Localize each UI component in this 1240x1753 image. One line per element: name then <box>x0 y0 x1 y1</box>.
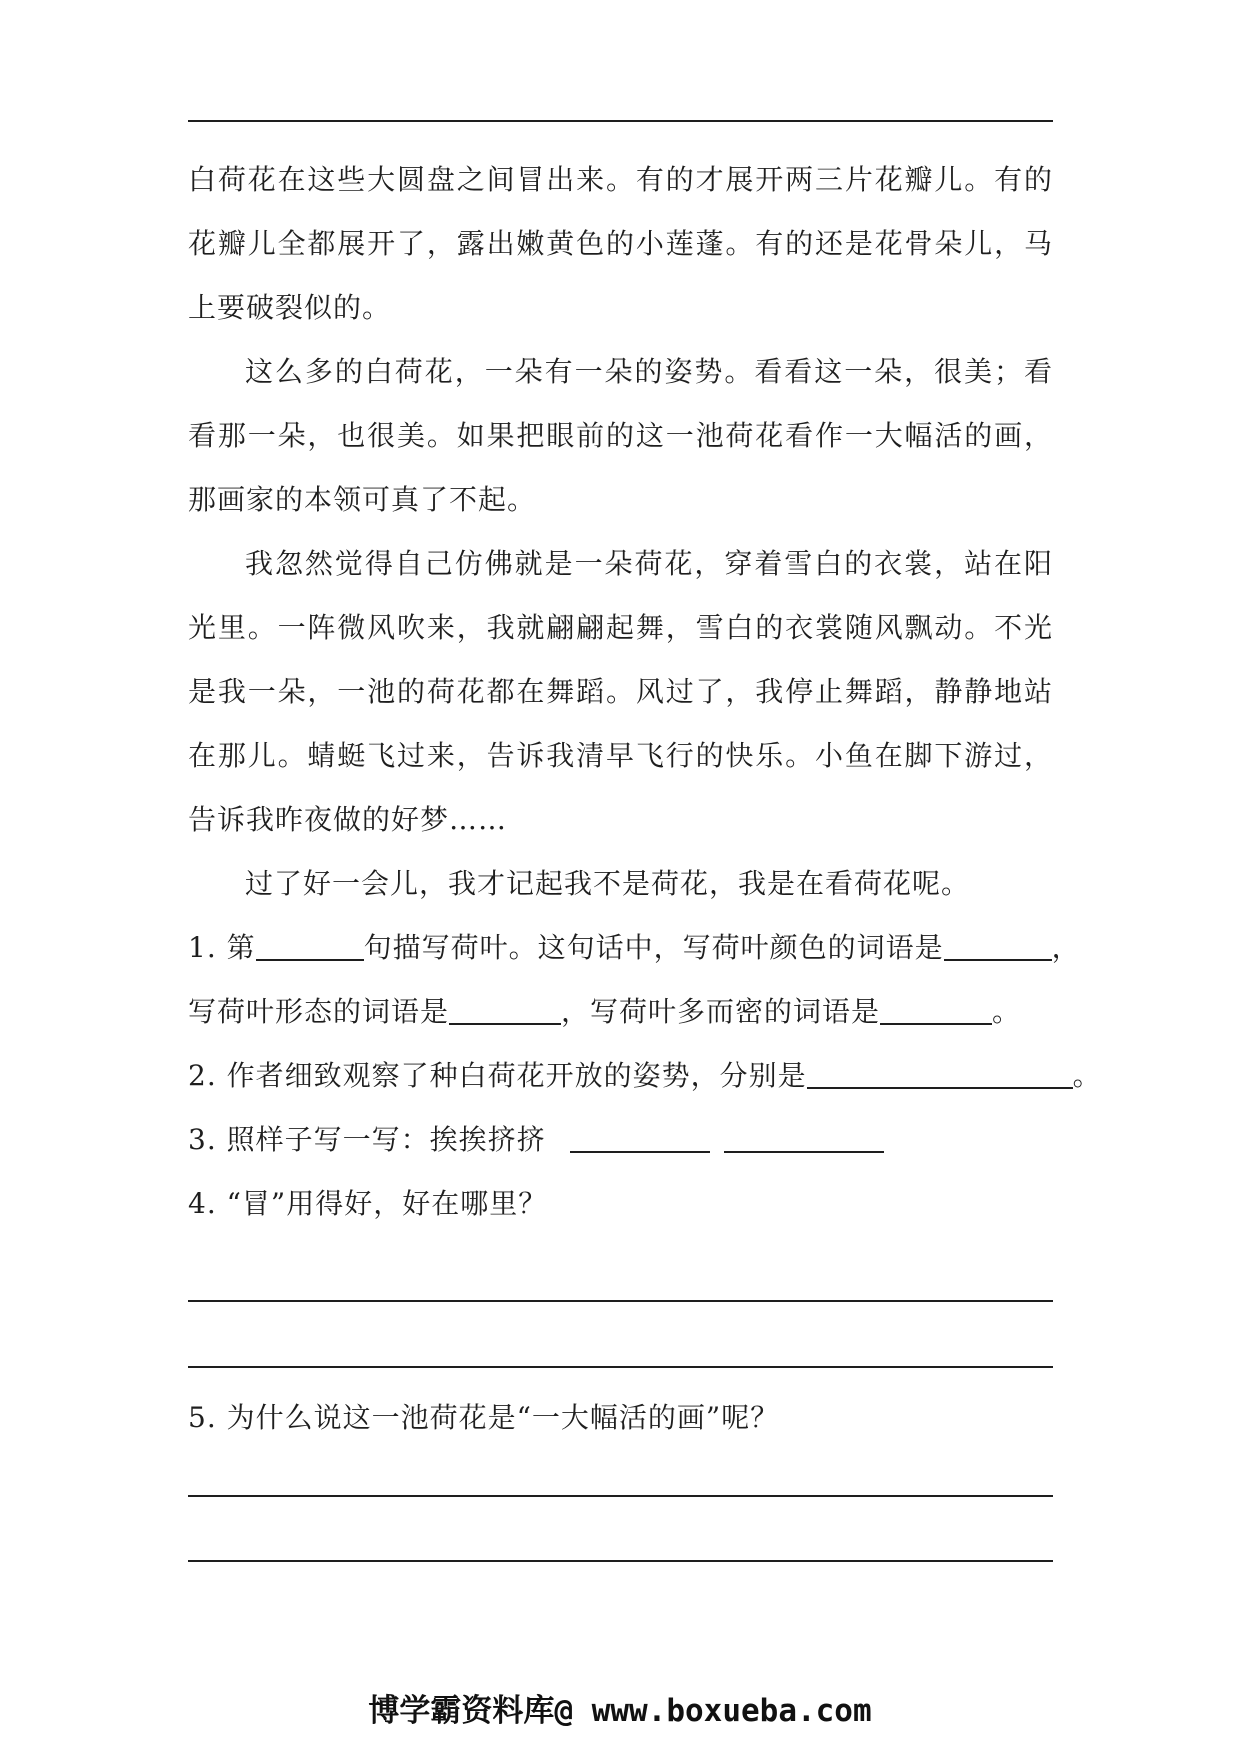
header-rule <box>188 120 1053 122</box>
reading-passage <box>188 148 1102 1236</box>
q1-color-words-blank[interactable] <box>944 929 1052 961</box>
q3-answer-blank-1[interactable] <box>570 1121 710 1153</box>
q1-sentence-blank[interactable] <box>256 929 364 961</box>
question-1-line-1 <box>188 916 1081 980</box>
paragraph-2: 这么多的白荷花，一朵有一朵的姿势。看看这一朵，很美；看看那一朵，也很美。如果把眼前的这一池荷花看作一大幅活的画，那画家的本领可真了不起。 <box>188 355 1053 516</box>
paragraph-4: 过了好一会儿，我才记起我不是荷花，我是在看荷花呢。 <box>245 867 971 900</box>
q4-answer-line-1[interactable] <box>188 1300 1053 1302</box>
question-2-text-b: 。 <box>1072 1059 1102 1092</box>
question-3-text: 3. 照样子写一写：挨挨挤挤 <box>188 1123 546 1156</box>
paragraph-3: 我忽然觉得自己仿佛就是一朵荷花，穿着雪白的衣裳，站在阳光里。一阵微风吹来，我就翩翩起舞，雪白的衣裳随风飘动。不光是我一朵，一池的荷花都在舞蹈。风过了，我停止舞蹈，静静地站在那儿。蜻蜓飞过来，告诉我清早飞行的快乐。小鱼在脚下游过，告诉我昨夜做的好梦…… <box>188 547 1053 836</box>
question-4 <box>188 1172 1053 1236</box>
question-1-text-e: ，写荷叶多而密的词语是 <box>561 995 881 1028</box>
question-1-text-b: 句描写荷叶。这句话中，写荷叶颜色的词语是 <box>363 931 944 964</box>
q5-answer-line-1[interactable] <box>188 1495 1053 1497</box>
q3-answer-blank-2[interactable] <box>724 1121 884 1153</box>
q1-dense-words-blank[interactable] <box>880 993 992 1025</box>
question-5-text: 5. 为什么说这一池荷花是“一大幅活的画”呢？ <box>188 1401 780 1434</box>
q4-answer-line-2[interactable] <box>188 1366 1053 1368</box>
paragraph-1: 白荷花在这些大圆盘之间冒出来。有的才展开两三片花瓣儿。有的花瓣儿全都展开了，露出嫩黄色的小莲蓬。有的还是花骨朵儿，马上要破裂似的。 <box>188 163 1053 324</box>
question-1-text-a: 1. 第 <box>188 931 256 964</box>
question-5 <box>188 1386 779 1450</box>
q1-shape-words-blank[interactable] <box>449 993 561 1025</box>
question-2-text-a: 2. 作者细致观察了种白荷花开放的姿势，分别是 <box>188 1059 807 1092</box>
question-4-text: 4. “冒”用得好，好在哪里？ <box>188 1187 548 1220</box>
question-1-line-2 <box>188 980 1053 1044</box>
question-2 <box>188 1044 1102 1108</box>
q5-answer-line-2[interactable] <box>188 1560 1053 1562</box>
q2-answer-blank[interactable] <box>807 1057 1073 1089</box>
question-1-text-d: 写荷叶形态的词语是 <box>188 995 450 1028</box>
question-1-text-c: ， <box>1051 931 1081 964</box>
question-1-text-f: 。 <box>992 995 1022 1028</box>
question-3 <box>188 1108 1053 1172</box>
footer-watermark: 博学霸资料库@ www.boxueba.com <box>368 1693 872 1729</box>
